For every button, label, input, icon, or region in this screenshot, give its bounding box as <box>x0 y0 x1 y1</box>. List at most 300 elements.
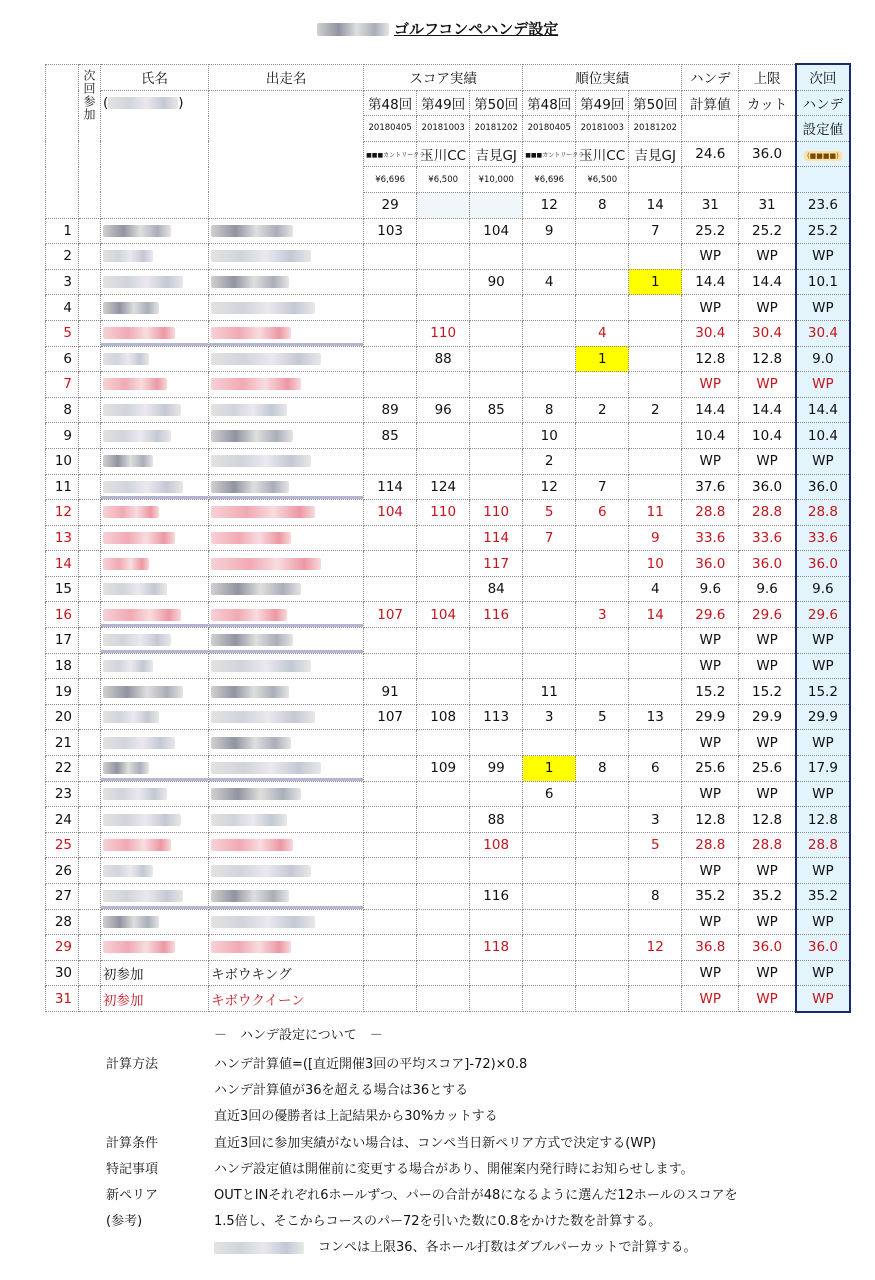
row-entry-name <box>209 244 364 270</box>
redacted-name <box>103 558 149 570</box>
date-50-score: 20181202 <box>470 116 523 142</box>
row-r48: 11 <box>523 679 576 705</box>
row-s50: 117 <box>470 551 523 577</box>
row-s48 <box>364 730 417 756</box>
redacted-entry-name <box>211 455 311 467</box>
row-r48: 3 <box>523 704 576 730</box>
round-48-score: 第48回 <box>364 90 417 116</box>
table-row <box>46 909 851 935</box>
row-entry-name <box>209 397 364 423</box>
row-number: 16 <box>46 602 79 628</box>
redacted-name <box>103 225 171 237</box>
redacted-name <box>103 686 183 698</box>
notes-label: (参考) <box>106 1214 143 1230</box>
row-name <box>101 576 209 602</box>
redacted-name <box>103 814 181 826</box>
row-number: 13 <box>46 525 79 551</box>
row-next-handicap: WP <box>796 781 850 807</box>
row-r48 <box>523 935 576 961</box>
row-s49 <box>417 653 470 679</box>
redacted-name <box>103 865 153 877</box>
redacted-name <box>103 762 149 774</box>
row-hc: 28.8 <box>682 832 739 858</box>
row-s48 <box>364 628 417 654</box>
venue-handicap: 24.6 <box>682 141 739 167</box>
notes-item <box>106 1184 826 1206</box>
notes-item <box>106 1079 826 1101</box>
row-number: 8 <box>46 397 79 423</box>
row-cap: 33.6 <box>739 525 796 551</box>
table-row <box>46 704 851 730</box>
row-next-participation <box>79 756 101 782</box>
row-s50 <box>470 858 523 884</box>
row-s48: 85 <box>364 423 417 449</box>
row-cap: 36.0 <box>739 935 796 961</box>
row-next-participation <box>79 653 101 679</box>
row-s48: 107 <box>364 704 417 730</box>
row-r48 <box>523 730 576 756</box>
row-r49 <box>576 244 629 270</box>
row-s49 <box>417 986 470 1012</box>
row-s49 <box>417 909 470 935</box>
row-hc: 35.2 <box>682 884 739 910</box>
row-r48: 9 <box>523 218 576 244</box>
row-s49 <box>417 679 470 705</box>
row-hc: 29.6 <box>682 602 739 628</box>
row-number: 26 <box>46 858 79 884</box>
venue-49-rank: 玉川CC <box>576 141 629 167</box>
row-number: 21 <box>46 730 79 756</box>
row-r50: 10 <box>629 551 682 577</box>
page-title <box>0 18 875 39</box>
row-r50 <box>629 653 682 679</box>
redacted-name <box>103 660 153 672</box>
round-49-rank: 第49回 <box>576 90 629 116</box>
redacted-name <box>103 404 181 416</box>
table-row <box>46 628 851 654</box>
row-s48 <box>364 884 417 910</box>
row-r48 <box>523 858 576 884</box>
row-r50: 2 <box>629 397 682 423</box>
venue-48-score: ■■■カントリークラブ <box>364 141 417 167</box>
row-s50 <box>470 295 523 321</box>
row-r50: 12 <box>629 935 682 961</box>
row-r48 <box>523 628 576 654</box>
date-49-score: 20181003 <box>417 116 470 142</box>
row-name <box>101 884 209 910</box>
row-r49 <box>576 628 629 654</box>
redacted-entry-name <box>211 916 315 928</box>
row-cap: 25.2 <box>739 218 796 244</box>
row-entry-name <box>209 781 364 807</box>
row-r50 <box>629 986 682 1012</box>
venue-49-score: 玉川CC <box>417 141 470 167</box>
row-next-participation <box>79 448 101 474</box>
row-next-participation <box>79 218 101 244</box>
row-hc: WP <box>682 781 739 807</box>
redacted-entry-name <box>211 711 315 723</box>
row-s49 <box>417 858 470 884</box>
row-s48 <box>364 244 417 270</box>
row-hc: WP <box>682 244 739 270</box>
notes-item <box>106 1053 826 1075</box>
row-number: 19 <box>46 679 79 705</box>
row-name <box>101 346 209 372</box>
header-next-bottom: 設定値 <box>796 116 850 142</box>
row-number: 17 <box>46 628 79 654</box>
redacted-note-prefix <box>214 1242 304 1254</box>
row-cap: WP <box>739 730 796 756</box>
row-s48 <box>364 807 417 833</box>
row-cap: 9.6 <box>739 576 796 602</box>
row-name <box>101 320 209 346</box>
row-r50 <box>629 372 682 398</box>
row-cap: 29.9 <box>739 704 796 730</box>
row-s50 <box>470 960 523 986</box>
row-number: 31 <box>46 986 79 1012</box>
row-hc: 10.4 <box>682 423 739 449</box>
redacted-entry-name <box>211 762 321 774</box>
row-next-participation <box>79 628 101 654</box>
redacted-entry-name <box>211 353 321 365</box>
row-name <box>101 474 209 500</box>
row-number: 27 <box>46 884 79 910</box>
row-next-handicap: 14.4 <box>796 397 850 423</box>
row-s48 <box>364 832 417 858</box>
row-r50 <box>629 448 682 474</box>
header-name: 氏名 <box>101 64 209 90</box>
row-r49: 3 <box>576 602 629 628</box>
date-48-score: 20180405 <box>364 116 417 142</box>
row-name <box>101 704 209 730</box>
row-r49 <box>576 423 629 449</box>
row-hc: WP <box>682 909 739 935</box>
row-next-handicap: WP <box>796 244 850 270</box>
header-next-participation: 次回参加 <box>79 64 101 218</box>
row-next-handicap: WP <box>796 628 850 654</box>
row-hc: 12.8 <box>682 807 739 833</box>
row-hc: WP <box>682 372 739 398</box>
fee-handicap-blank <box>682 167 739 193</box>
row-s48 <box>364 960 417 986</box>
row-hc: 28.8 <box>682 500 739 526</box>
row-hc: WP <box>682 448 739 474</box>
row-cap: WP <box>739 295 796 321</box>
row-cap: 35.2 <box>739 884 796 910</box>
row-s50 <box>470 320 523 346</box>
redacted-entry-name <box>211 634 293 646</box>
fee-48-rank: ¥6,696 <box>523 167 576 193</box>
row-name <box>101 909 209 935</box>
notes-item <box>106 1210 826 1232</box>
row-r48: 4 <box>523 269 576 295</box>
row-s48 <box>364 756 417 782</box>
row-r50 <box>629 474 682 500</box>
row-cap: 15.2 <box>739 679 796 705</box>
table-row <box>46 756 851 782</box>
redacted-name <box>103 378 167 390</box>
row-s50: 113 <box>470 704 523 730</box>
row-cap: 25.6 <box>739 756 796 782</box>
row-number: 28 <box>46 909 79 935</box>
row-number: 29 <box>46 935 79 961</box>
header-cap-top: 上限 <box>739 64 796 90</box>
page-title-text: ゴルフコンペハンデ設定 <box>393 20 559 38</box>
row-r50: 5 <box>629 832 682 858</box>
row-entry-name <box>209 346 364 372</box>
row-s49 <box>417 551 470 577</box>
row-s48: 89 <box>364 397 417 423</box>
fee-cap-blank <box>739 167 796 193</box>
count-50-score <box>470 192 523 218</box>
row-s50 <box>470 653 523 679</box>
row-next-handicap: WP <box>796 960 850 986</box>
round-50-rank: 第50回 <box>629 90 682 116</box>
table-row <box>46 500 851 526</box>
row-r50 <box>629 295 682 321</box>
row-s48 <box>364 653 417 679</box>
row-r48: 12 <box>523 474 576 500</box>
notes-text-body: コンペは上限36、各ホール打数はダブルパーカットで計算する。 <box>318 1240 697 1256</box>
row-r48 <box>523 960 576 986</box>
row-next-handicap: 10.1 <box>796 269 850 295</box>
row-r48 <box>523 372 576 398</box>
row-r49 <box>576 960 629 986</box>
row-name <box>101 551 209 577</box>
row-r48: 8 <box>523 397 576 423</box>
header-handicap-bottom: 計算値 <box>682 90 739 116</box>
row-s49: 110 <box>417 500 470 526</box>
row-cap: WP <box>739 909 796 935</box>
row-next-participation <box>79 346 101 372</box>
header-rank-group: 順位実績 <box>523 64 682 90</box>
row-next-participation <box>79 576 101 602</box>
row-next-handicap: 9.0 <box>796 346 850 372</box>
row-entry-name <box>209 551 364 577</box>
row-next-participation <box>79 935 101 961</box>
notes-item <box>106 1132 826 1154</box>
round-49-score: 第49回 <box>417 90 470 116</box>
row-name <box>101 653 209 679</box>
redacted-name <box>103 609 181 621</box>
row-entry-name <box>209 525 364 551</box>
table-row <box>46 832 851 858</box>
row-s49: 124 <box>417 474 470 500</box>
row-entry-name <box>209 628 364 654</box>
row-cap: WP <box>739 858 796 884</box>
row-hc: 29.9 <box>682 704 739 730</box>
row-next-participation <box>79 986 101 1012</box>
row-number: 14 <box>46 551 79 577</box>
row-s48: 114 <box>364 474 417 500</box>
row-name <box>101 832 209 858</box>
table-row <box>46 423 851 449</box>
row-r50 <box>629 244 682 270</box>
row-r50: 3 <box>629 807 682 833</box>
redacted-name <box>103 430 171 442</box>
row-s48 <box>364 781 417 807</box>
row-number: 20 <box>46 704 79 730</box>
row-r50: 6 <box>629 756 682 782</box>
redacted-entry-name <box>211 609 287 621</box>
row-number: 9 <box>46 423 79 449</box>
row-r48: 2 <box>523 448 576 474</box>
row-s50: 116 <box>470 884 523 910</box>
row-s48 <box>364 909 417 935</box>
row-cap: WP <box>739 448 796 474</box>
row-cap: WP <box>739 244 796 270</box>
row-r50 <box>629 858 682 884</box>
row-r50 <box>629 960 682 986</box>
table-row <box>46 986 851 1012</box>
redacted-name <box>103 583 167 595</box>
fee-49-rank: ¥6,500 <box>576 167 629 193</box>
row-s49: 96 <box>417 397 470 423</box>
row-name <box>101 602 209 628</box>
row-r50 <box>629 423 682 449</box>
row-next-participation <box>79 525 101 551</box>
table-row <box>46 372 851 398</box>
row-s49 <box>417 730 470 756</box>
row-r49 <box>576 653 629 679</box>
table-row <box>46 525 851 551</box>
table-row <box>46 244 851 270</box>
row-cap: 29.6 <box>739 602 796 628</box>
redacted-entry-name <box>211 532 291 544</box>
row-entry-name <box>209 423 364 449</box>
row-name <box>101 500 209 526</box>
row-s50: 110 <box>470 500 523 526</box>
row-s48: 107 <box>364 602 417 628</box>
table-row <box>46 320 851 346</box>
redacted-name <box>103 455 153 467</box>
row-name <box>101 218 209 244</box>
row-next-participation <box>79 500 101 526</box>
row-entry-name <box>209 576 364 602</box>
venue-next: (■■■■) <box>796 141 850 167</box>
row-hc: 25.6 <box>682 756 739 782</box>
fee-50-rank <box>629 167 682 193</box>
header-entry-blank <box>209 90 364 218</box>
row-s49 <box>417 218 470 244</box>
row-r49 <box>576 218 629 244</box>
row-s50: 99 <box>470 756 523 782</box>
row-next-handicap: 15.2 <box>796 679 850 705</box>
redacted-entry-name <box>211 481 289 493</box>
row-hc: 9.6 <box>682 576 739 602</box>
row-entry-name <box>209 909 364 935</box>
row-s48 <box>364 576 417 602</box>
row-hc: 30.4 <box>682 320 739 346</box>
handicap-table <box>45 63 851 1013</box>
count-48-rank: 12 <box>523 192 576 218</box>
row-hc: 37.6 <box>682 474 739 500</box>
row-number: 12 <box>46 500 79 526</box>
redacted-entry-name <box>211 865 311 877</box>
row-r49 <box>576 832 629 858</box>
row-s48 <box>364 858 417 884</box>
fee-next-blank <box>796 167 850 193</box>
venue-50-rank: 吉見GJ <box>629 141 682 167</box>
redacted-entry-name <box>211 737 291 749</box>
row-s49 <box>417 832 470 858</box>
table-row <box>46 884 851 910</box>
round-48-rank: 第48回 <box>523 90 576 116</box>
row-entry-name <box>209 884 364 910</box>
row-s48 <box>364 525 417 551</box>
row-entry-name <box>209 730 364 756</box>
table-row <box>46 781 851 807</box>
redacted-name <box>103 737 175 749</box>
row-entry-name <box>209 858 364 884</box>
notes-item <box>106 1158 826 1180</box>
redacted-name <box>103 302 159 314</box>
row-name <box>101 781 209 807</box>
row-hc: 36.0 <box>682 551 739 577</box>
row-r49 <box>576 525 629 551</box>
header-next-top: 次回 <box>796 64 850 90</box>
row-entry-name <box>209 756 364 782</box>
redacted-name <box>103 839 171 851</box>
row-s48: 103 <box>364 218 417 244</box>
row-entry-name <box>209 500 364 526</box>
row-s49 <box>417 884 470 910</box>
row-number: 7 <box>46 372 79 398</box>
row-entry-name <box>209 704 364 730</box>
row-name <box>101 730 209 756</box>
row-hc: 14.4 <box>682 397 739 423</box>
notes-text <box>214 1236 696 1255</box>
redacted-name <box>103 481 183 493</box>
row-entry-name <box>209 474 364 500</box>
row-r48: 6 <box>523 781 576 807</box>
row-next-handicap: WP <box>796 909 850 935</box>
row-next-participation <box>79 858 101 884</box>
row-next-handicap: WP <box>796 653 850 679</box>
row-next-handicap: 36.0 <box>796 551 850 577</box>
row-s49 <box>417 576 470 602</box>
row-r48 <box>523 832 576 858</box>
row-entry-name <box>209 218 364 244</box>
row-name <box>101 244 209 270</box>
row-s50 <box>470 781 523 807</box>
row-s50: 116 <box>470 602 523 628</box>
row-r48 <box>523 576 576 602</box>
row-s48: 104 <box>364 500 417 526</box>
row-s50 <box>470 244 523 270</box>
row-cap: 28.8 <box>739 500 796 526</box>
row-hc: 15.2 <box>682 679 739 705</box>
row-s48 <box>364 372 417 398</box>
row-next-participation <box>79 551 101 577</box>
row-number: 18 <box>46 653 79 679</box>
row-entry-name <box>209 602 364 628</box>
row-cap: WP <box>739 653 796 679</box>
row-s48 <box>364 346 417 372</box>
row-r49 <box>576 679 629 705</box>
fee-48-score: ¥6,696 <box>364 167 417 193</box>
row-r50 <box>629 320 682 346</box>
row-s49 <box>417 781 470 807</box>
row-s48: 91 <box>364 679 417 705</box>
row-s49 <box>417 960 470 986</box>
notes-text: 直近3回に参加実績がない場合は、コンペ当日新ペリア方式で決定する(WP) <box>214 1135 657 1151</box>
redacted-entry-name <box>211 276 289 288</box>
row-next-handicap: 10.4 <box>796 423 850 449</box>
row-cap: 12.8 <box>739 807 796 833</box>
fee-49-score: ¥6,500 <box>417 167 470 193</box>
row-s49 <box>417 423 470 449</box>
